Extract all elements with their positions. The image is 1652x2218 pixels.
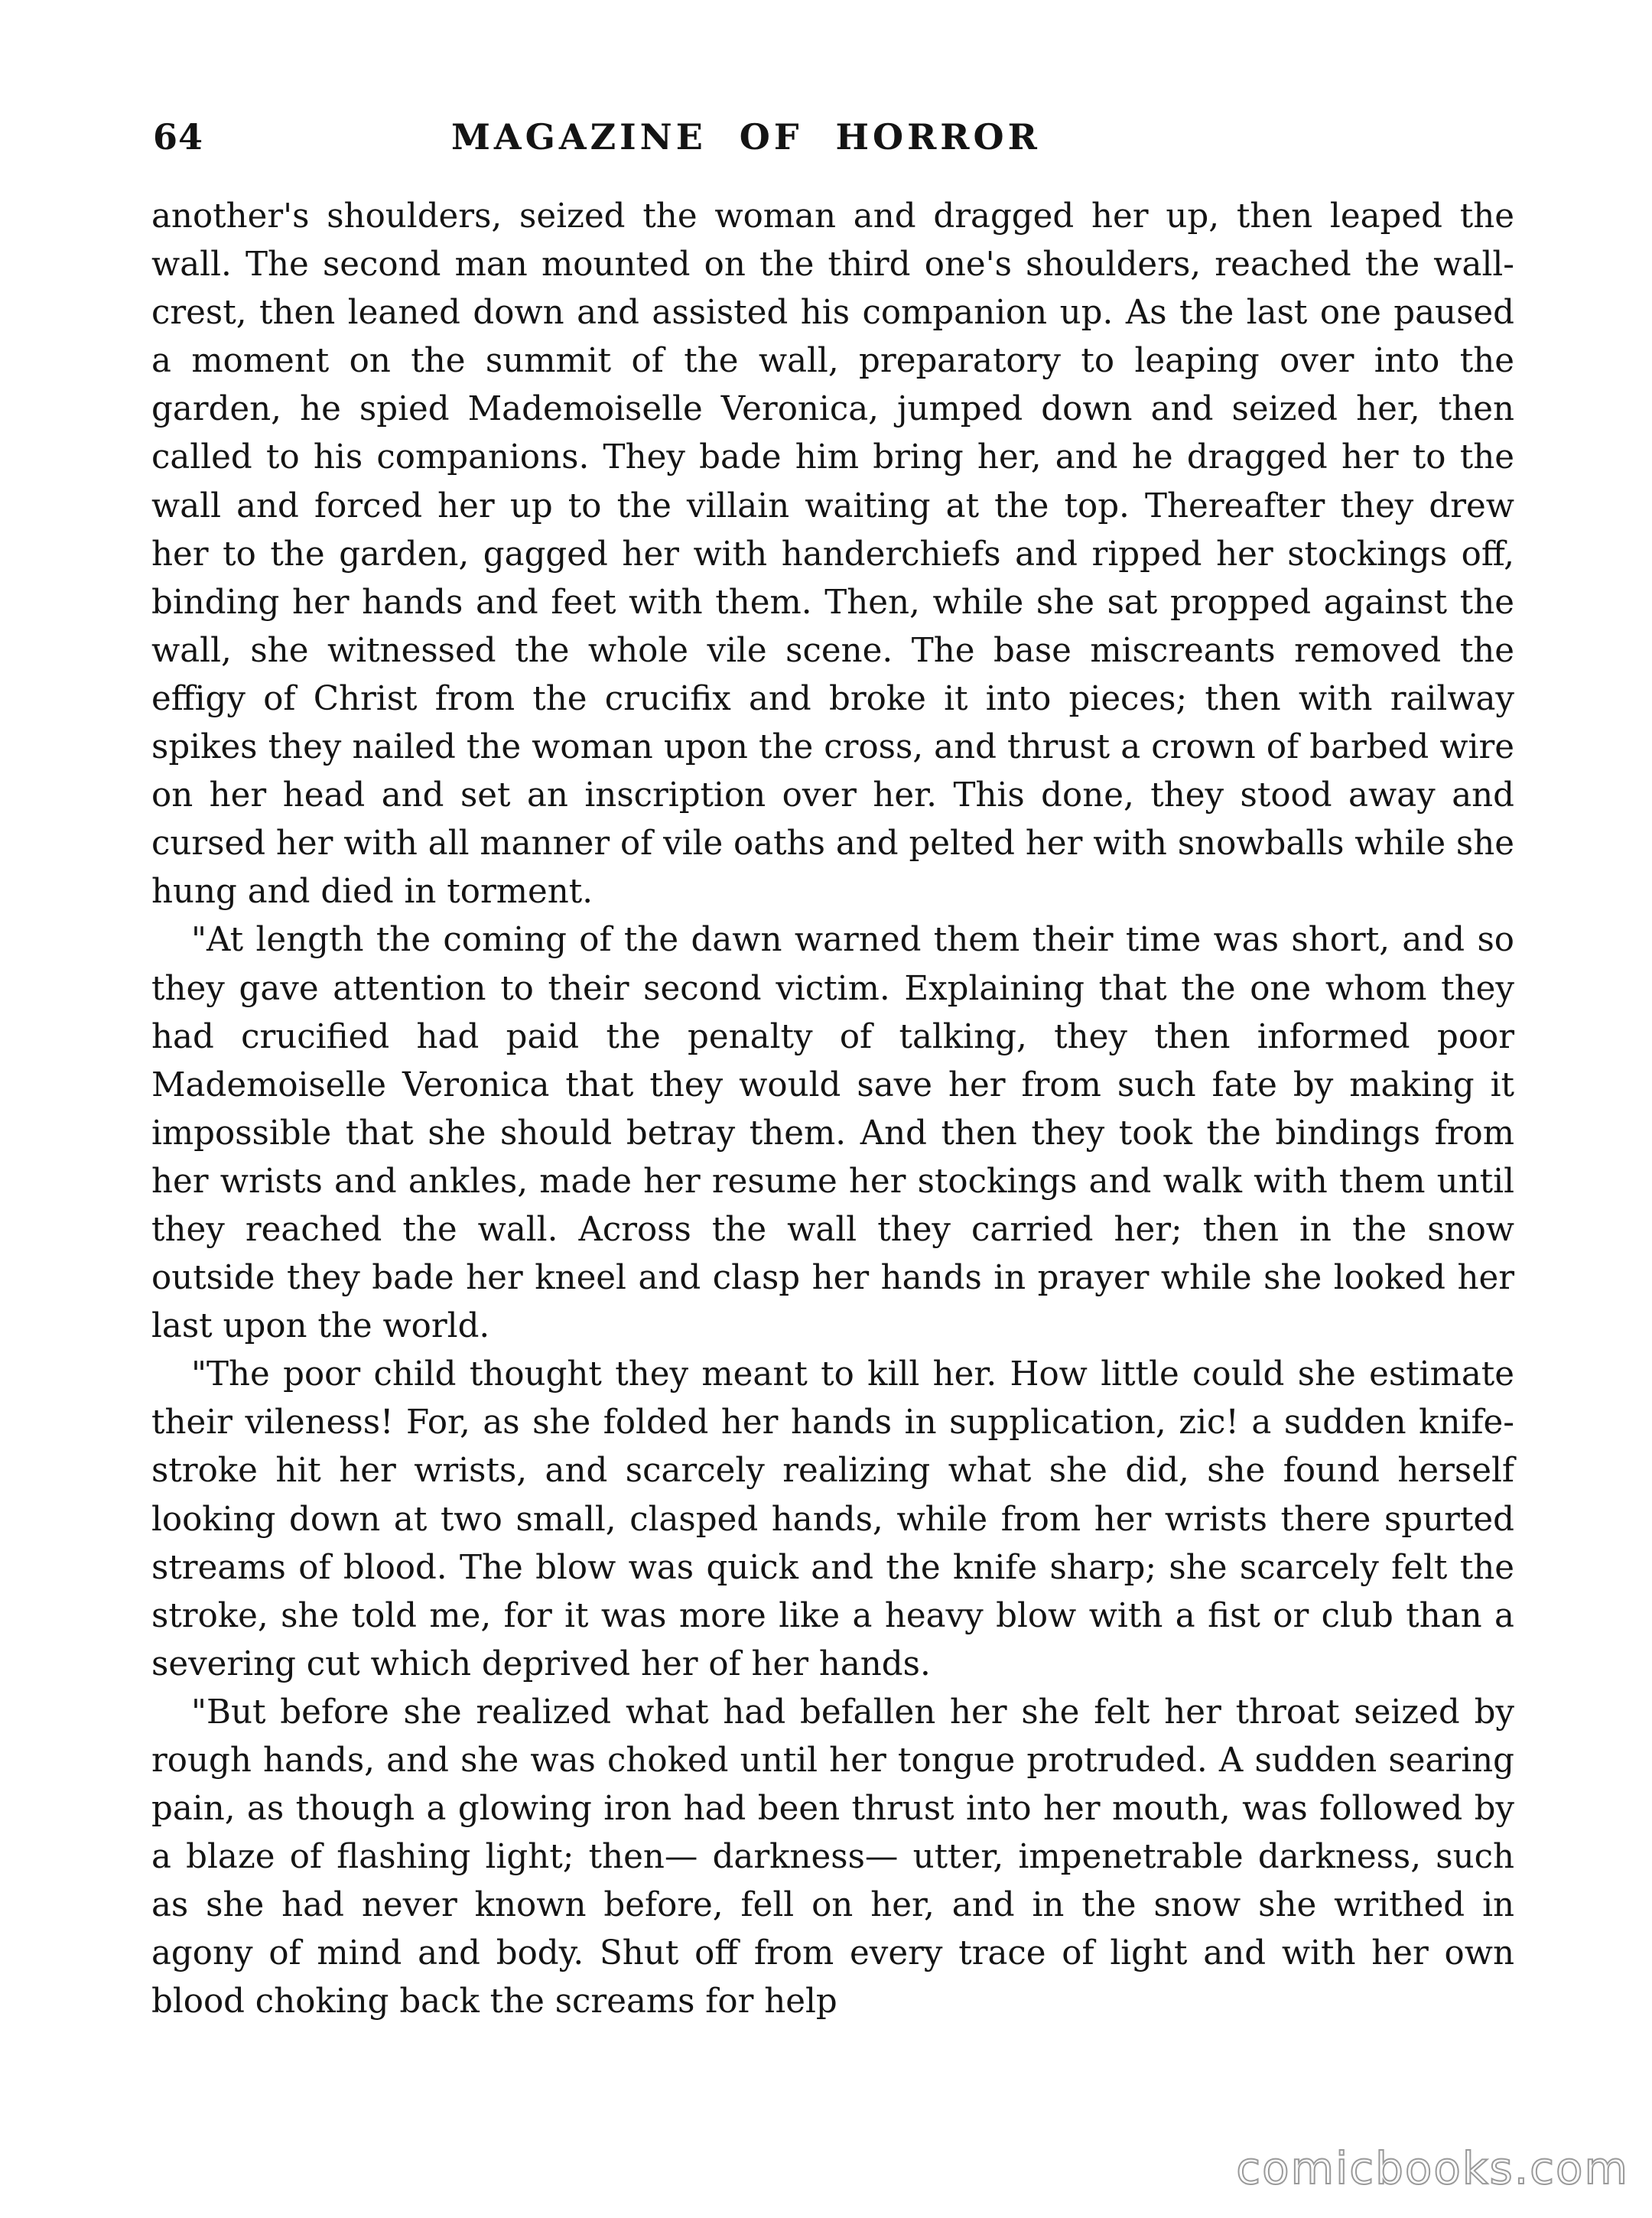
paragraph: "But before she realized what had befallen her she felt her throat seized by rough hands, and she was choked until her tongue protruded. A sudden searing pain, as though a glowing iron had been thrust into her mouth, was followed by a blaze of flashing light; then— darkness— utter, impenetrable darkness, such as she had never known before, fell on her, and in the snow she writhed in agony of mind and body. Shut off from every trace of light and with her own blood choking back the screams for help bbox=[151, 1693, 1514, 2021]
watermark: comicbooks.com bbox=[1236, 2142, 1629, 2194]
paragraph-continued: another's shoulders, seized the woman and dragged her up, then leaped the wall. The second man mounted on the third one's shoulders, reached the wall-crest, then leaned down and assisted his companion up. As the last one paused a moment on the summit of the wall, preparatory to leaping over into the garden, he spied Mademoiselle Veronica, jumped down and seized her, then called to his companions. They bade him bring her, and he dragged her to the wall and forced her up to the villain waiting at the top. Thereafter they drew her to the garden, gagged her with handerchiefs and ripped her stockings off, binding her hands and feet with them. Then, while she sat propped against the wall, she witnessed the whole vile scene. The base miscreants removed the effigy of Christ from the crucifix and broke it into pieces; then with railway spikes they nailed the woman upon the cross, and thrust a crown of barbed wire on her head and set an inscription over her. This done, they stood away and cursed her with all manner of vile oaths and pelted her with snowballs while she hung and died in torment. bbox=[151, 197, 1514, 912]
paragraph: "The poor child thought they meant to kill her. How little could she estimate their vileness! For, as she folded her hands in supplication, zic! a sudden knife-stroke hit her wrists, and scarcely realizing what she did, she found herself looking down at two small, clasped hands, while from her wrists there spurted streams of blood. The blow was quick and the knife sharp; she scarcely felt the stroke, she told me, for it was more like a heavy blow with a fist or club than a severing cut which deprived her of her hands. bbox=[151, 1355, 1514, 1683]
page-header bbox=[153, 116, 1514, 170]
running-title: MAGAZINE OF HORROR bbox=[451, 116, 1041, 158]
page-number: 64 bbox=[153, 116, 204, 158]
body-text bbox=[151, 193, 1514, 2027]
paragraph: "At length the coming of the dawn warned them their time was short, and so they gave attention to their second victim. Explaining that the one whom they had crucified had paid the penalty of talking, they then informed poor Mademoiselle Veronica that they would save her from such fate by making it impossible that she should betray them. And then they took the bindings from her wrists and ankles, made her resume her stockings and walk with them until they reached the wall. Across the wall they carried her; then in the snow outside they bade her kneel and clasp her hands in prayer while she looked her last upon the world. bbox=[151, 921, 1514, 1346]
